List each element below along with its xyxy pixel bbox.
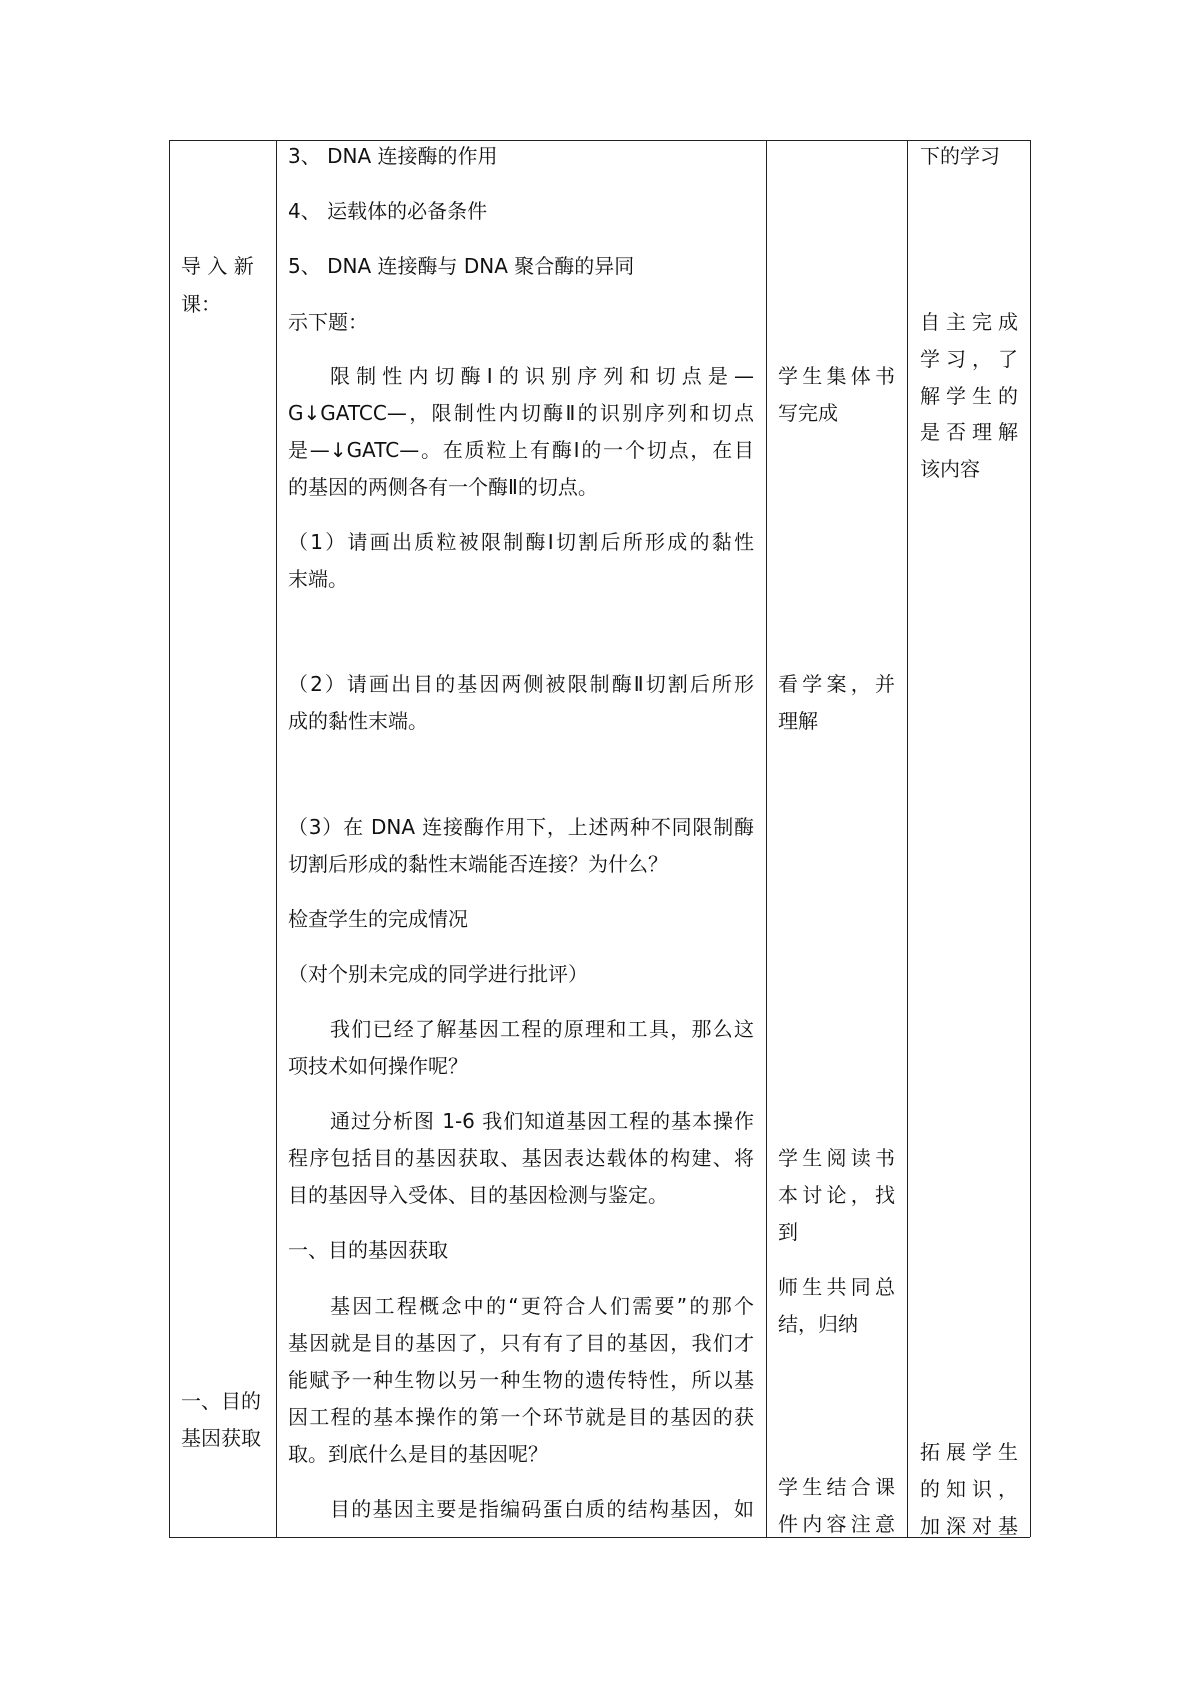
intent-line: 解学生的: [920, 384, 1018, 408]
activity-line: 师生共同总: [778, 1275, 895, 1299]
question-line: （3）在 DNA 连接酶作用下，上述两种不同限制酶: [288, 815, 754, 839]
intent-line: 的知识，: [920, 1477, 1018, 1501]
intent-line: 学习，了: [920, 347, 1018, 371]
question-line: （1）请画出质粒被限制酶Ⅰ切割后所形成的黏性: [288, 530, 754, 554]
section-heading: 一、目的基因获取: [288, 1238, 448, 1262]
question-line: 切割后形成的黏性末端能否连接？为什么？: [288, 852, 668, 876]
review-item-5: 5、 DNA 连接酶与 DNA 聚合酶的异同: [288, 254, 635, 278]
table-bottom-border: [169, 1537, 1030, 1538]
paragraph-line: 是—↓GATC—。在质粒上有酶Ⅰ的一个切点，在目: [288, 438, 754, 462]
activity-line: 件内容注意: [778, 1512, 895, 1536]
paragraph-line: 基因工程概念中的“更符合人们需要”的那个: [330, 1294, 754, 1318]
activity-line: 结，归纳: [778, 1312, 858, 1336]
intent-line: 该内容: [920, 457, 980, 481]
table-border-3: [766, 140, 767, 1537]
paragraph-line: 能赋予一种生物以另一种生物的遗传特性，所以基: [288, 1368, 754, 1392]
table-border-4: [907, 140, 908, 1537]
paragraph-line: 我们已经了解基因工程的原理和工具，那么这: [330, 1017, 754, 1041]
activity-line: 学生集体书: [778, 364, 895, 388]
intent-line: 下的学习: [920, 144, 1000, 168]
show-question-label: 示下题：: [288, 310, 368, 334]
intent-line: 是否理解: [920, 420, 1018, 444]
check-completion-text: 检查学生的完成情况: [288, 907, 468, 931]
question-line: 末端。: [288, 567, 348, 591]
table-border-5: [1030, 140, 1031, 1537]
phase-intro-line-1: 导 入 新: [181, 254, 254, 278]
criticize-note: （对个别未完成的同学进行批评）: [288, 962, 588, 986]
paragraph-line: 程序包括目的基因获取、基因表达载体的构建、将: [288, 1146, 754, 1170]
question-line: （2）请画出目的基因两侧被限制酶Ⅱ切割后所形: [288, 672, 754, 696]
paragraph-line: 限制性内切酶Ⅰ的识别序列和切点是—: [330, 364, 754, 388]
paragraph-line: 因工程的基本操作的第一个环节就是目的基因的获: [288, 1405, 754, 1429]
activity-line: 学生结合课: [778, 1475, 895, 1499]
review-item-4: 4、 运载体的必备条件: [288, 199, 488, 223]
intent-line: 自主完成: [920, 310, 1018, 334]
paragraph-line: 目的基因导入受体、目的基因检测与鉴定。: [288, 1183, 668, 1207]
activity-line: 看学案，并: [778, 672, 895, 696]
table-border-2: [276, 140, 277, 1537]
table-border-1: [169, 140, 170, 1537]
question-line: 成的黏性末端。: [288, 709, 428, 733]
paragraph-line: 的基因的两侧各有一个酶Ⅱ的切点。: [288, 475, 598, 499]
phase-section1-line-2: 基因获取: [181, 1426, 261, 1450]
phase-intro-line-2: 课：: [181, 292, 221, 316]
paragraph-line: 取。到底什么是目的基因呢？: [288, 1442, 548, 1466]
structural-gene-line: 目的基因主要是指编码蛋白质的结构基因，如: [330, 1497, 754, 1521]
activity-line: 写完成: [778, 401, 838, 425]
activity-line: 到: [778, 1220, 798, 1244]
intent-line: 加深对基: [920, 1514, 1018, 1538]
paragraph-line: 基因就是目的基因了，只有有了目的基因，我们才: [288, 1331, 754, 1355]
intent-line: 拓展学生: [920, 1440, 1018, 1464]
activity-line: 学生阅读书: [778, 1146, 895, 1170]
phase-section1-line-1: 一、目的: [181, 1389, 261, 1413]
paragraph-line: 项技术如何操作呢？: [288, 1054, 468, 1078]
paragraph-line: G↓GATCC—，限制性内切酶Ⅱ的识别序列和切点: [288, 401, 754, 425]
activity-line: 本讨论，找: [778, 1183, 895, 1207]
paragraph-line: 通过分析图 1-6 我们知道基因工程的基本操作: [330, 1109, 754, 1133]
activity-line: 理解: [778, 709, 818, 733]
review-item-3: 3、 DNA 连接酶的作用: [288, 144, 498, 168]
